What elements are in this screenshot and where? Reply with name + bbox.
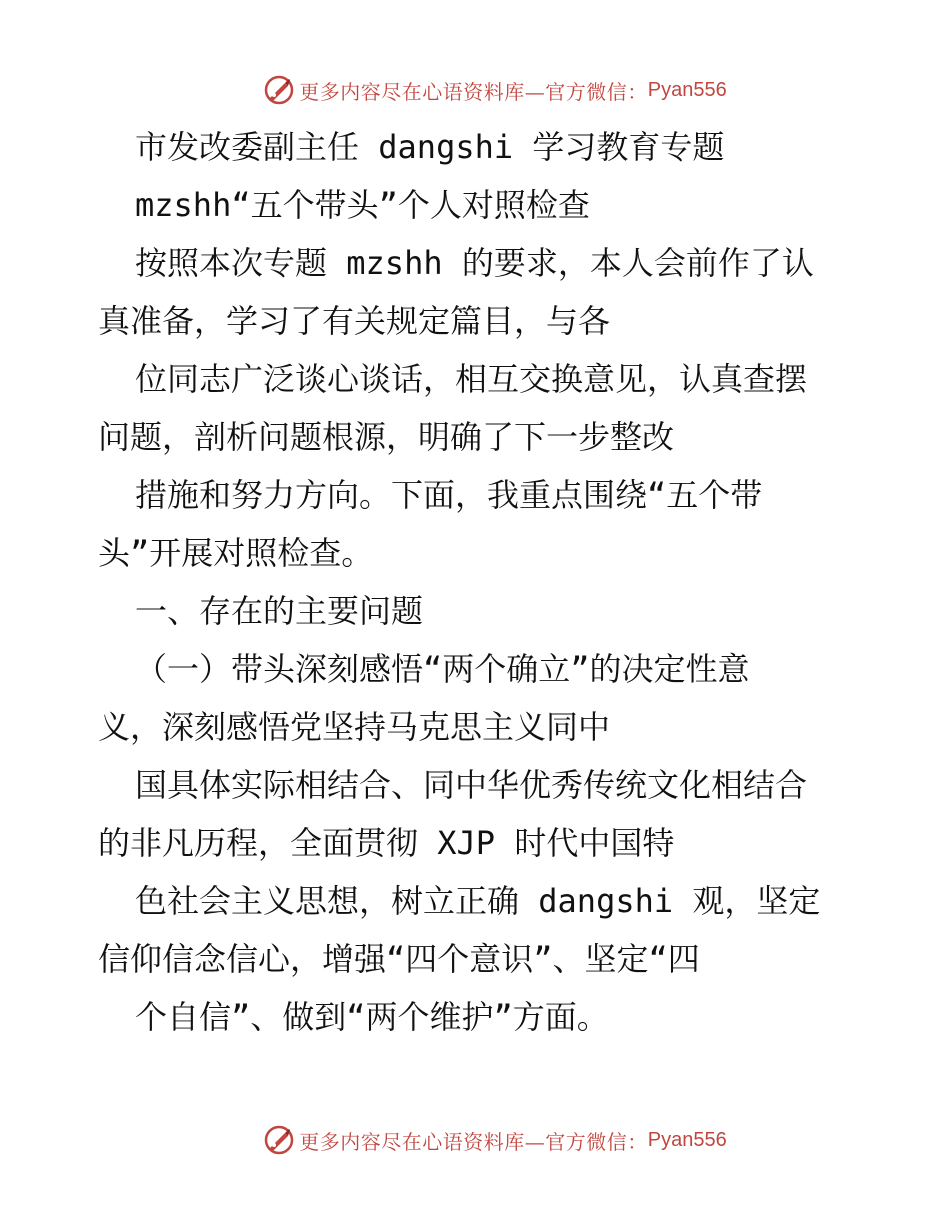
header-banner-text: 更多内容尽在心语资料库—官方微信：	[299, 79, 648, 104]
doc-line: 按照本次专题 mzshh 的要求，本人会前作了认	[135, 244, 814, 282]
doc-line: 个自信”、做到“两个维护”方面。	[135, 998, 609, 1036]
doc-line: 措施和努力方向。下面，我重点围绕“五个带	[135, 476, 763, 514]
doc-line: 头”开展对照检查。	[98, 534, 374, 572]
header-banner-account: Pyan556	[647, 78, 727, 101]
footer-banner	[0, 1120, 950, 1160]
doc-line: 国具体实际相结合、同中华优秀传统文化相结合	[135, 766, 808, 804]
doc-line: 义，深刻感悟党坚持马克思主义同中	[98, 708, 611, 746]
doc-line: 真准备，学习了有关规定篇目，与各	[98, 302, 611, 340]
header-banner	[0, 70, 950, 110]
footer-banner-content	[263, 1124, 726, 1156]
doc-line: 位同志广泛谈心谈话，相互交换意见，认真查摆	[135, 360, 808, 398]
document-body	[98, 118, 858, 1046]
footer-banner-account: Pyan556	[647, 1128, 727, 1151]
doc-line: 信仰信念信心，增强“四个意识”、坚定“四	[98, 940, 700, 978]
doc-line-title-1: 市发改委副主任 dangshi 学习教育专题	[135, 128, 725, 166]
footer-banner-text: 更多内容尽在心语资料库—官方微信：	[299, 1129, 648, 1154]
header-banner-content	[263, 74, 726, 106]
doc-line-title-2: mzshh“五个带头”个人对照检查	[135, 186, 590, 224]
doc-line: 色社会主义思想，树立正确 dangshi 观，坚定	[135, 882, 821, 920]
quill-logo-icon	[263, 74, 295, 106]
subsection-heading: （一）带头深刻感悟“两个确立”的决定性意	[135, 650, 750, 688]
section-heading: 一、存在的主要问题	[135, 592, 424, 630]
quill-logo-icon	[263, 1124, 295, 1156]
doc-line: 问题，剖析问题根源，明确了下一步整改	[98, 418, 675, 456]
doc-line: 的非凡历程，全面贯彻 XJP 时代中国特	[98, 824, 675, 862]
